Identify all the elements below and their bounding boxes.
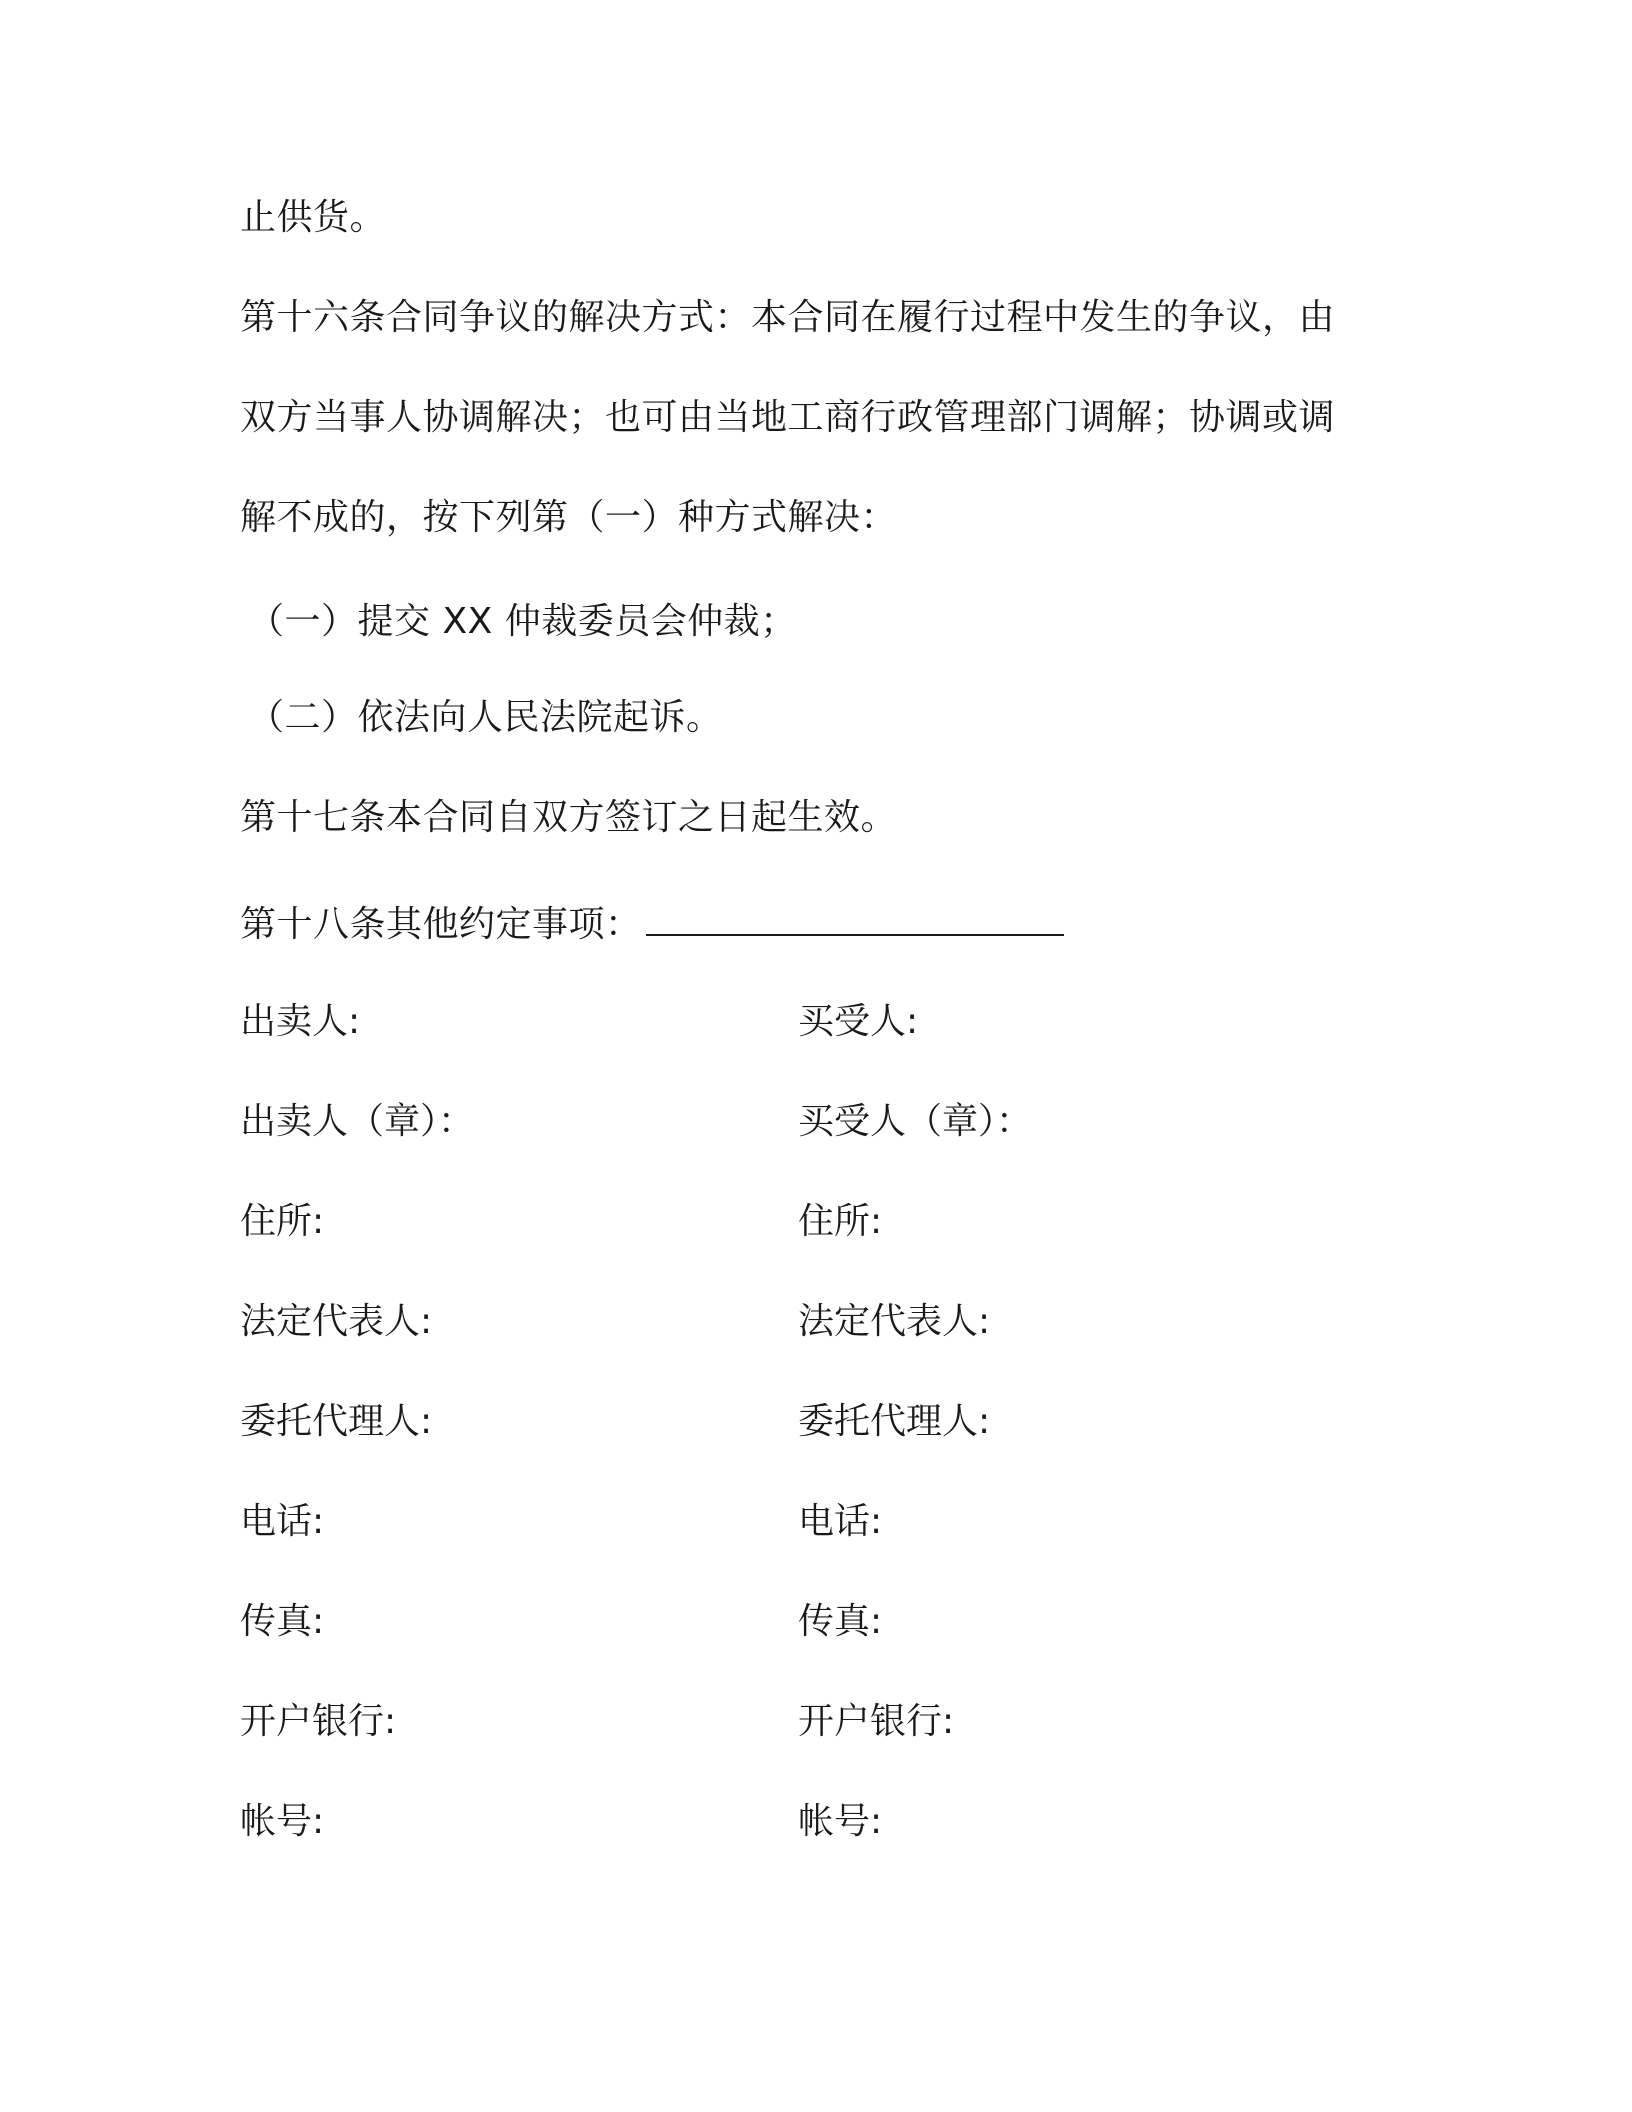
- seller-address-label: 住所:: [240, 1201, 325, 1242]
- signature-row: [240, 1100, 1390, 1144]
- signature-row: [240, 1200, 1390, 1244]
- signature-row: [240, 1000, 1390, 1044]
- article-18: [240, 900, 1064, 947]
- buyer-label: 买受人:: [798, 1001, 919, 1042]
- seller-account-label: 帐号:: [240, 1801, 325, 1842]
- buyer-phone-label: 电话:: [798, 1501, 883, 1542]
- seller-phone-label: 电话:: [240, 1501, 325, 1542]
- other-terms-blank: [646, 900, 1064, 936]
- seller-legal-rep-label: 法定代表人:: [240, 1301, 433, 1342]
- signature-row: [240, 1300, 1390, 1344]
- article-17: 第十七条本合同自双方签订之日起生效。: [240, 797, 898, 838]
- signature-row: [240, 1400, 1390, 1444]
- buyer-fax-label: 传真:: [798, 1601, 883, 1642]
- buyer-seal-label: 买受人（章）：: [798, 1101, 1033, 1142]
- article-16-line-2: 双方当事人协调解决；也可由当地工商行政管理部门调解；协调或调: [240, 397, 1336, 438]
- seller-seal-label: 出卖人（章）：: [240, 1101, 475, 1142]
- buyer-bank-label: 开户银行:: [798, 1701, 955, 1742]
- buyer-legal-rep-label: 法定代表人:: [798, 1301, 991, 1342]
- buyer-account-label: 帐号:: [798, 1801, 883, 1842]
- signature-row: [240, 1800, 1390, 1844]
- seller-label: 出卖人:: [240, 1001, 361, 1042]
- article-16-line-3: 解不成的，按下列第（一）种方式解决：: [240, 497, 898, 538]
- seller-agent-label: 委托代理人:: [240, 1401, 433, 1442]
- option-arbitration: （一）提交 XX 仲裁委员会仲裁；: [248, 601, 797, 642]
- paragraph-continuation: 止供货。: [240, 197, 387, 238]
- buyer-address-label: 住所:: [798, 1201, 883, 1242]
- signature-row: [240, 1700, 1390, 1744]
- option-lawsuit: （二）依法向人民法院起诉。: [248, 697, 723, 738]
- buyer-agent-label: 委托代理人:: [798, 1401, 991, 1442]
- seller-bank-label: 开户银行:: [240, 1701, 397, 1742]
- article-18-label: 第十八条其他约定事项：: [240, 904, 642, 945]
- signature-row: [240, 1600, 1390, 1644]
- signature-row: [240, 1500, 1390, 1544]
- seller-fax-label: 传真:: [240, 1601, 325, 1642]
- article-16-line-1: 第十六条合同争议的解决方式：本合同在履行过程中发生的争议，由: [240, 297, 1336, 338]
